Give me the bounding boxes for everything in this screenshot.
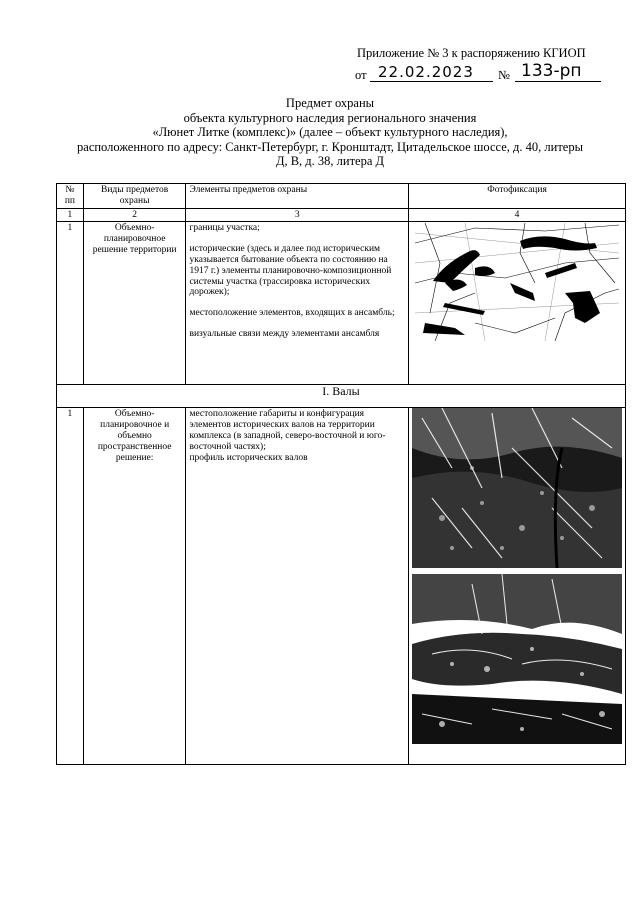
element-text: границы участка; [189, 223, 260, 234]
site-plan-cell [409, 222, 626, 385]
row-num: 1 [57, 222, 84, 385]
element-text: исторические (здесь и далее под историческим указывается бытование объекта по состоянию на 1917 г.) элементы планировочно-композиционной системы участка (трассировка исторических дорожек); [189, 244, 392, 298]
row-elements [186, 222, 409, 385]
document-title [60, 96, 600, 169]
row-elements [186, 408, 409, 765]
title-line-5: Д, В, д. 38, литера Д [275, 154, 385, 168]
header-photo: Фотофиксация [409, 184, 626, 209]
order-date: 22.02.2023 [370, 63, 493, 82]
element-text: профиль исторических валов [189, 452, 308, 463]
appendix-caption: Приложение № 3 к распоряжению КГИОП [357, 46, 586, 60]
rampart-photo-2 [412, 574, 622, 744]
table-header-row [57, 184, 626, 209]
rampart-photos-cell [409, 408, 626, 765]
header-num: № пп [57, 184, 84, 209]
title-line-4: расположенного по адресу: Санкт-Петербург, г. Кронштадт, Цитадельское шоссе, д. 40, литеры [77, 139, 583, 154]
row-type: Объемно-планировочное и объемно пространственное решение: [83, 408, 186, 765]
row-type: Объемно-планировочное решение территории [83, 222, 186, 385]
site-plan-image [415, 223, 619, 341]
number-prefix: № [498, 68, 510, 82]
order-number: 133-рп [515, 61, 601, 82]
title-line-2: объекта культурного наследия регионального значения [183, 110, 477, 125]
col-number-4: 4 [409, 208, 626, 222]
order-line [355, 61, 605, 85]
col-number-1: 1 [57, 208, 84, 222]
protection-table [56, 183, 626, 765]
header-elements: Элементы предметов охраны [186, 184, 409, 209]
section-heading: I. Валы [57, 385, 626, 408]
row-num: 1 [57, 408, 84, 765]
title-line-3: «Люнет Литке (комплекс)» (далее – объект культурного наследия), [152, 125, 508, 139]
table-row [57, 222, 626, 385]
header-types: Виды предметов охраны [83, 184, 186, 209]
rampart-photo-1 [412, 408, 622, 568]
title-line-1: Предмет охраны [285, 96, 375, 110]
column-number-row [57, 208, 626, 222]
table-row [57, 408, 626, 765]
date-prefix: от [355, 68, 367, 82]
col-number-2: 2 [83, 208, 186, 222]
col-number-3: 3 [186, 208, 409, 222]
element-text: местоположение габариты и конфигурация элементов исторических валов на территории комплекса (в западной, северо-восточной и юго-восточной частях); [189, 409, 386, 452]
element-text: местоположение элементов, входящих в ансамбль; [189, 308, 395, 319]
section-row [57, 385, 626, 408]
element-text: визуальные связи между элементами ансамбля [189, 328, 380, 339]
